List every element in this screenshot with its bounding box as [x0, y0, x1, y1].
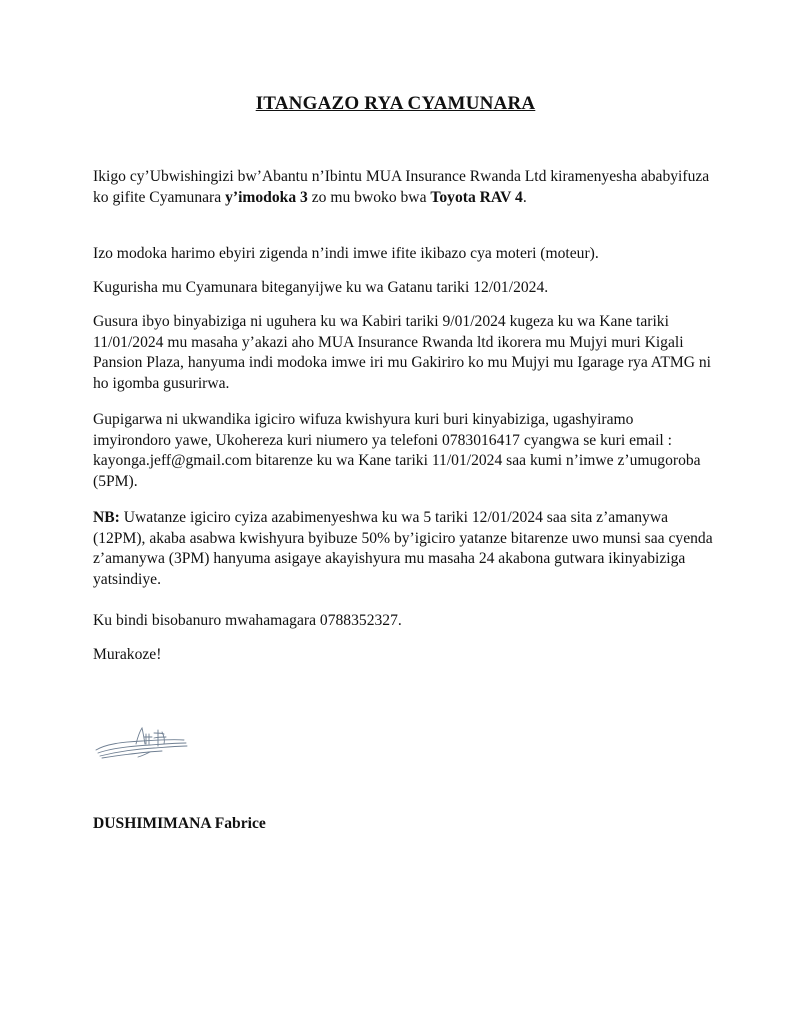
para8-text: Murakoze! — [93, 646, 162, 663]
paragraph-closing — [93, 645, 713, 666]
paragraph-note — [93, 508, 713, 590]
para5-text: Gupigarwa ni ukwandika igiciro wifuza kwishyura kuri buri kinyabiziga, ugashyiramo imyirondoro yawe, Ukohereza kuri niumero ya telefoni 0783016417 cyangwa se kuri email : kayonga.jeff@gmail.com bitarenze ku wa Kane tariki 11/01/2024 saa kumi n’imwe z’umugoroba (5PM). — [93, 411, 701, 490]
para1-text-a: Ikigo cy’Ubwishingizi bw’Abantu n’Ibintu MUA Insurance Rwanda Ltd kiramenyesha ababyifuza ko gifite Cyamunara — [93, 168, 710, 206]
para3-text: Kugurisha mu Cyamunara biteganyijwe ku wa Gatanu tariki 12/01/2024. — [93, 279, 549, 296]
para1-vehicle-count: y’imodoka 3 — [225, 188, 308, 206]
paragraph-contact — [93, 611, 713, 632]
para1-text-b: zo mu bwoko bwa — [307, 188, 431, 206]
handwritten-signature — [92, 722, 192, 767]
note-label: NB: — [93, 509, 120, 526]
para2-text: Izo modoka harimo ebyiri zigenda n’indi imwe ifite ikibazo cya moteri (moteur). — [93, 245, 599, 262]
paragraph-visit-schedule — [93, 312, 713, 394]
signer-name: DUSHIMIMANA Fabrice — [93, 815, 266, 832]
paragraph-bidding-instructions — [93, 410, 713, 492]
paragraph-vehicle-condition — [93, 244, 713, 265]
para1-text-c: . — [522, 188, 527, 206]
document-title: ITANGAZO RYA CYAMUNARA — [255, 93, 536, 114]
paragraph-auction-date — [93, 278, 713, 299]
note-text: Uwatanze igiciro cyiza azabimenyeshwa ku wa 5 tariki 12/01/2024 saa sita z’amanywa (12PM), akaba asabwa kwishyura byibuze 50% by’igiciro yatanze bitarenze uwo munsi saa cyenda z’amanywa (3PM) hanyuma asigaye akayishyura mu masaha 24 akabona gutwara ikinyabiziga yatsindiye. — [93, 509, 713, 588]
para7-text: Ku bindi bisobanuro mwahamagara 0788352327. — [93, 612, 402, 629]
para4-text: Gusura ibyo binyabiziga ni uguhera ku wa Kabiri tariki 9/01/2024 kugeza ku wa Kane tariki 11/01/2024 mu masaha y’akazi aho MUA Insurance Rwanda ltd ikorera mu Mujyi muri Kigali Pansion Plaza, hanyuma indi modoka imwe iri mu Gakiriro ko mu Mujyi mu Igarage rya ATMG ni ho igomba gusurirwa. — [93, 313, 712, 392]
paragraph-announcement — [93, 167, 713, 208]
para1-vehicle-model: Toyota RAV 4 — [430, 188, 523, 206]
